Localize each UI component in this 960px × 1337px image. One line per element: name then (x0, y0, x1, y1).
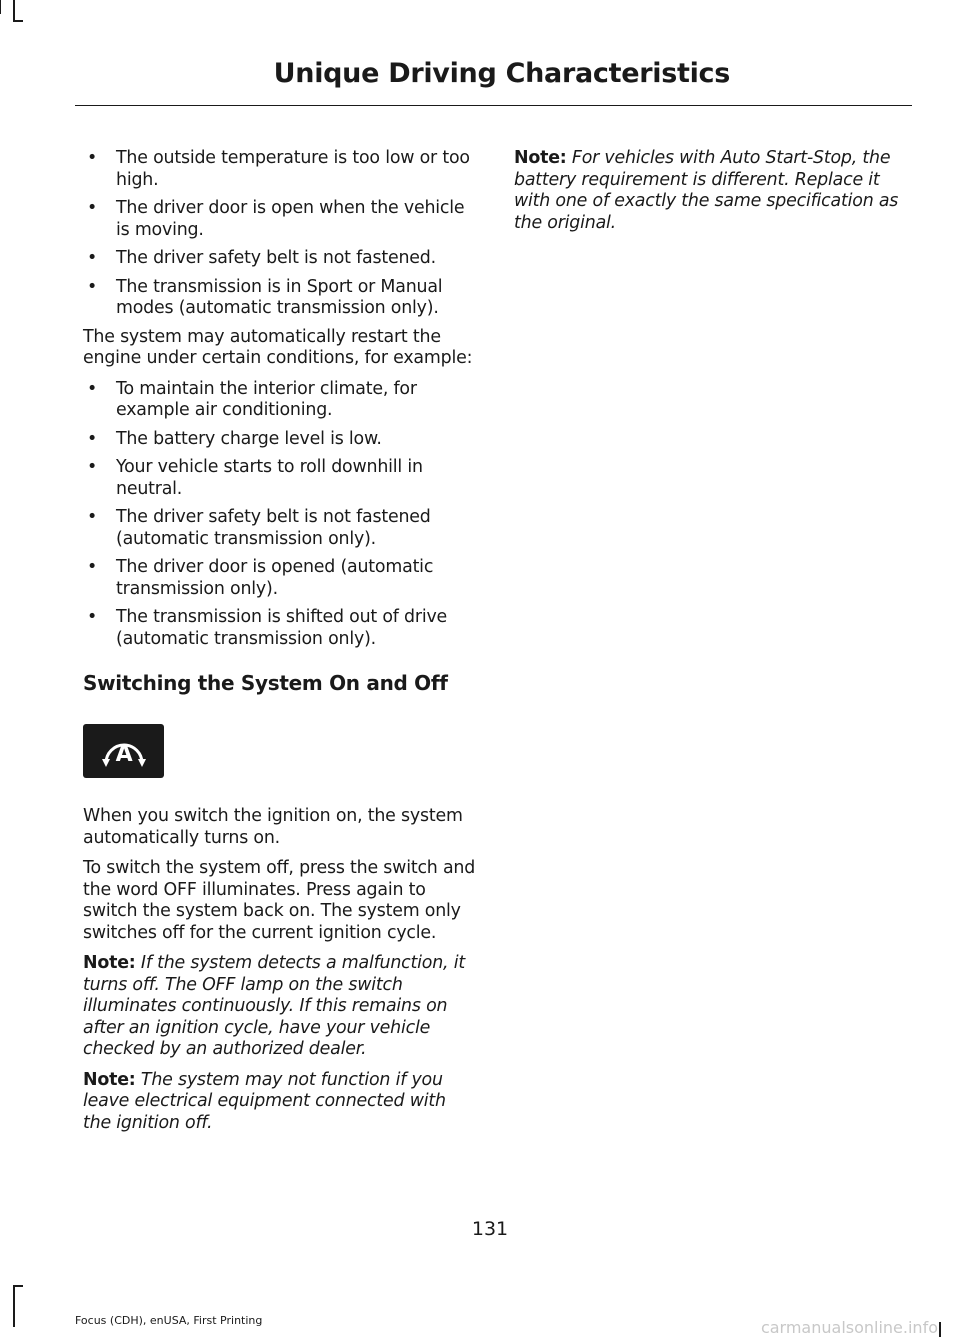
paragraph: To switch the system off, press the switch and the word OFF illuminates. Press again to switch the system back on. The system only switches off for the current ignition cycle. (83, 858, 476, 943)
list-item: • The driver safety belt is not fastened (automatic transmission only). (87, 507, 431, 549)
list-item: • The transmission is in Sport or Manual modes (automatic transmission only). (87, 276, 443, 318)
note-paragraph (514, 148, 909, 234)
list-item: • The driver door is open when the vehicle is moving. (87, 198, 465, 240)
list-item: • The battery charge level is low. (87, 428, 382, 449)
note-label: Note: (83, 953, 136, 973)
auto-start-stop-icon (83, 724, 164, 778)
note-label: Note: (514, 148, 567, 168)
list-item: • Your vehicle starts to roll downhill in neutral. (87, 457, 423, 499)
list-item: • The transmission is shifted out of drive (automatic transmission only). (87, 607, 448, 649)
crop-mark (13, 1285, 15, 1327)
list-item: • The outside temperature is too low or too high. (87, 148, 470, 190)
crop-mark (939, 1322, 941, 1337)
header-divider (75, 105, 912, 106)
note-paragraph (83, 953, 478, 1061)
svg-text:A: A (115, 742, 132, 767)
bullet-list (83, 379, 478, 651)
crop-mark (13, 0, 15, 22)
paragraph: When you switch the ignition on, the system automatically turns on. (83, 806, 463, 848)
left-column (83, 148, 478, 1143)
footer-doc-info: Focus (CDH), enUSA, First Printing (75, 1314, 263, 1327)
list-item: • To maintain the interior climate, for example air conditioning. (87, 378, 417, 420)
crop-mark (13, 1285, 23, 1287)
section-heading: Switching the System On and Off (83, 671, 448, 695)
page-header-title: Unique Driving Characteristics (273, 58, 730, 89)
bullet-list (83, 148, 478, 320)
list-item: • The driver safety belt is not fastened. (87, 248, 436, 268)
watermark: carmanualsonline.info (760, 1318, 938, 1337)
note-text: If the system detects a malfunction, it turns off. The OFF lamp on the switch illuminates continuously. If this remains on after an ignition cycle, have your vehicle checked by an authorized dealer. (83, 953, 465, 1059)
paragraph: The system may automatically restart the engine under certain conditions, for example: (83, 326, 473, 368)
note-text: For vehicles with Auto Start-Stop, the battery requirement is different. Replace it with one of exactly the same specification as the original. (514, 148, 899, 233)
note-label: Note: (83, 1069, 136, 1090)
note-text: The system may not function if you leave electrical equipment connected with the ignition off. (83, 1069, 446, 1133)
right-column (514, 148, 909, 243)
note-paragraph (83, 1070, 478, 1135)
page-number: 131 (471, 1218, 509, 1240)
crop-mark (13, 20, 23, 22)
list-item: • The driver door is opened (automatic transmission only). (87, 557, 434, 599)
crop-mark (0, 0, 1, 14)
